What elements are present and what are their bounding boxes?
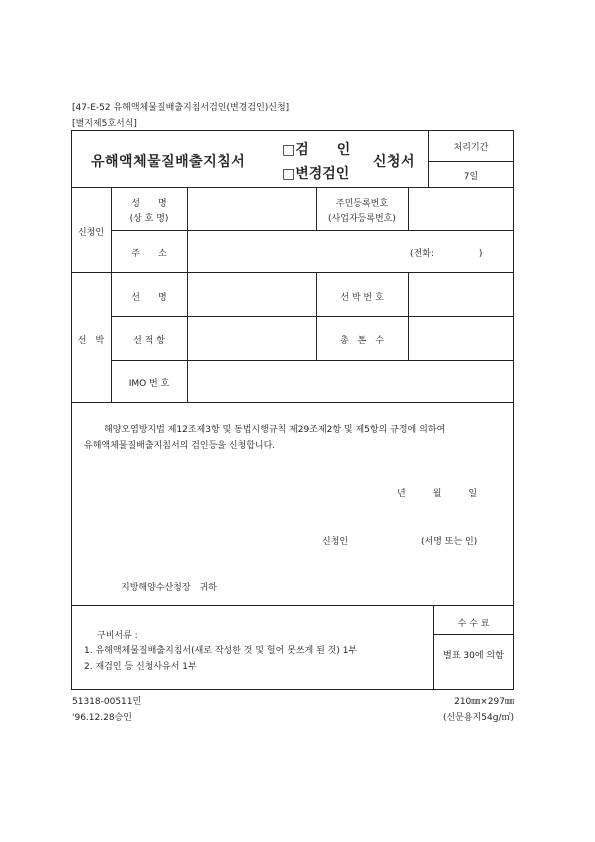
- ship-name-label: 선 명: [131, 293, 167, 303]
- form-title-suffix: 신청서: [373, 154, 416, 170]
- id-number-field[interactable]: [410, 189, 512, 228]
- divider: [187, 187, 188, 402]
- id-number-label: 주민등록번호: [335, 199, 389, 209]
- checkbox-inspection[interactable]: □검 인: [282, 142, 351, 158]
- gross-tonnage-field[interactable]: [410, 318, 512, 358]
- form-title: 유해액체물질배출지침서: [91, 154, 246, 170]
- address-label: 주 소: [131, 249, 167, 259]
- imo-number-label: IMO 번 호: [128, 379, 170, 389]
- footer-size: 210㎜×297㎜: [454, 697, 514, 707]
- divider: [111, 316, 514, 317]
- divider: [433, 634, 514, 635]
- divider: [408, 187, 409, 230]
- fee-label: 수 수 료: [457, 619, 490, 629]
- name-field[interactable]: [189, 189, 314, 228]
- body-text-line1: 해양오염방지법 제12조제3항 및 동법시행규칙 제29조제2항 및 제5항의 규정에 의하여: [104, 425, 446, 435]
- footer-code: 51318-00511민: [72, 697, 142, 707]
- divider: [428, 161, 514, 162]
- applicant-section-label: 신청인: [77, 228, 105, 238]
- divider: [71, 402, 514, 403]
- address-field[interactable]: [189, 232, 389, 270]
- signature-label: (서명 또는 인): [421, 537, 478, 547]
- company-label: (상 호 명): [129, 214, 169, 224]
- divider: [71, 605, 514, 606]
- form-label: [별지제5호서식]: [72, 119, 137, 129]
- form-code: [47-E-52 유해액체물질배출지침서검인(변경검인)신청]: [72, 103, 290, 113]
- biz-id-label: (사업자등록번호): [328, 214, 396, 224]
- footer-approved: '96.12.28승인: [72, 713, 132, 723]
- signer-label: 신청인: [322, 537, 349, 547]
- checkbox-change-inspection[interactable]: □변경검인: [282, 166, 350, 182]
- processing-label: 처리기간: [453, 143, 489, 153]
- body-text-line2: 유해액체물질배출지침서의 검인등을 신청합니다.: [84, 441, 276, 451]
- recipient: 지방해양수산청장 귀하: [121, 583, 217, 593]
- ship-number-label: 선 박 번 호: [340, 293, 384, 303]
- attachment-item-2: 2. 재검인 등 신청사유서 1부: [84, 662, 197, 672]
- ship-number-field[interactable]: [410, 274, 512, 314]
- processing-value: 7일: [463, 172, 479, 182]
- divider: [71, 272, 514, 273]
- attachments-label: 구비서류 :: [97, 631, 138, 641]
- home-port-field[interactable]: [189, 318, 314, 358]
- vessel-section-label: 선 박: [77, 336, 105, 346]
- fee-value: 별표 30에 의함: [443, 651, 504, 661]
- date-line: 년 월 일: [397, 489, 478, 499]
- ship-name-field[interactable]: [189, 274, 314, 314]
- imo-number-field[interactable]: [189, 362, 512, 400]
- home-port-label: 선 적 항: [133, 336, 165, 346]
- name-label: 성 명: [131, 199, 167, 209]
- attachment-item-1: 1. 유해액체물질배출지침서(새로 작성한 것 및 헐어 못쓰게 된 것) 1부: [84, 646, 358, 656]
- footer-paper: (신문용지54g/㎡): [443, 713, 514, 723]
- divider: [111, 230, 514, 231]
- phone-label: (전화: ): [410, 249, 483, 259]
- divider: [111, 360, 514, 361]
- gross-tonnage-label: 총 톤 수: [339, 336, 385, 346]
- divider: [71, 187, 514, 188]
